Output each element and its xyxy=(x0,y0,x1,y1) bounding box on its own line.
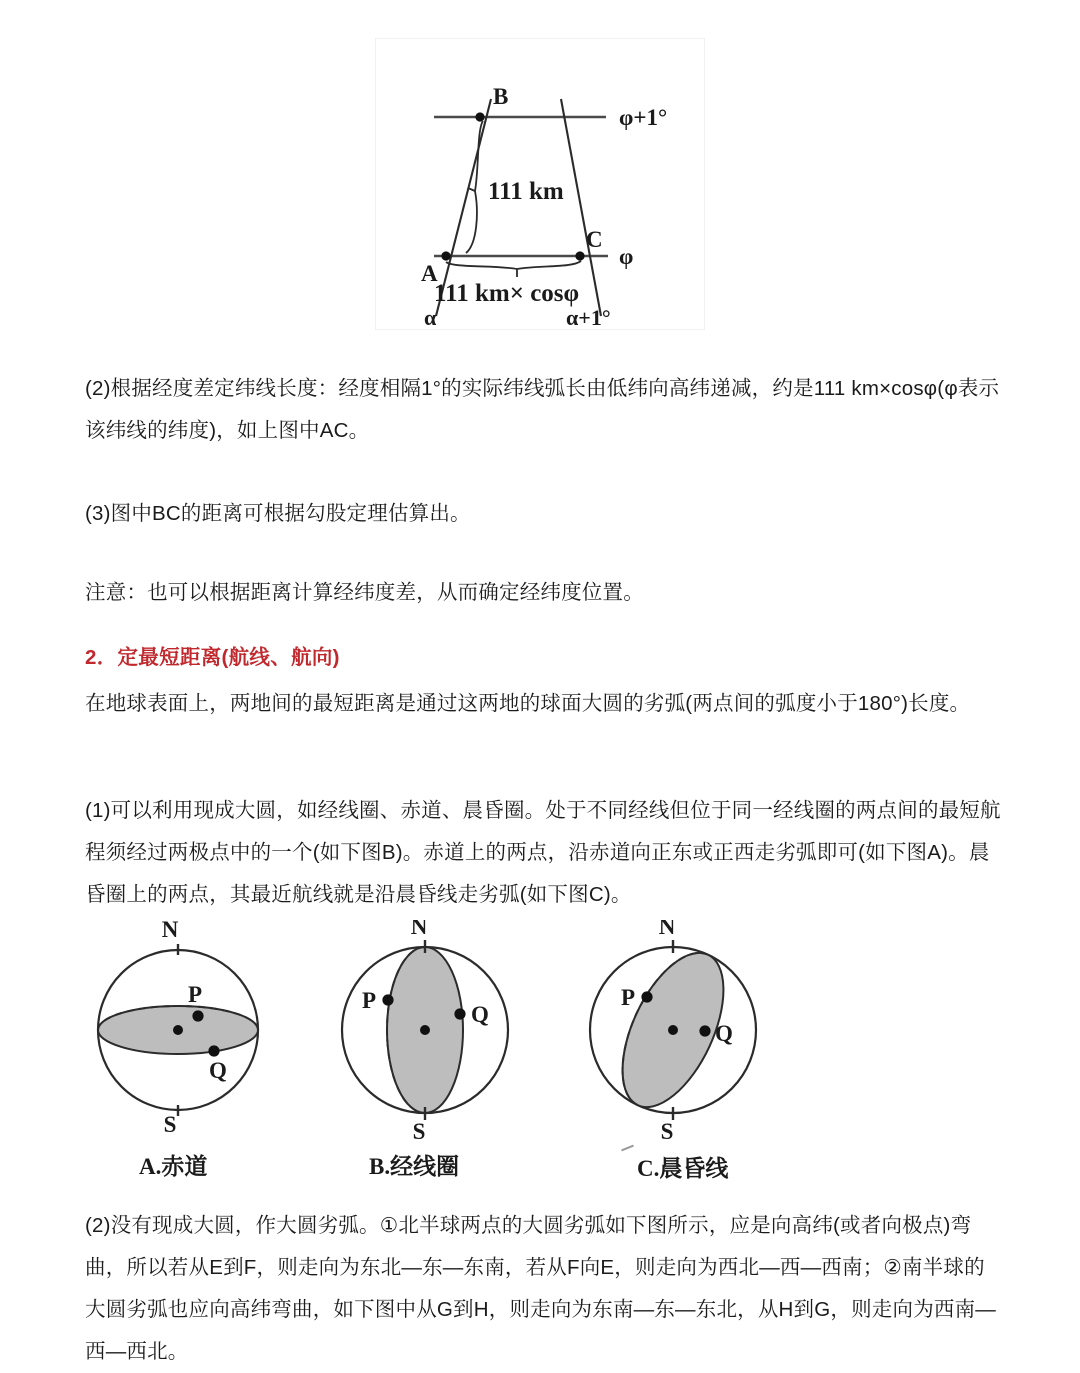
sphere-a-center-dot xyxy=(173,1025,183,1035)
section-heading-2: 2．定最短距离(航线、航向) xyxy=(85,646,340,669)
paragraph-2-latitude-length: (2)根据经度差定纬线长度：经度相隔1°的实际纬线弧长由低纬向高纬递减，约是111 km×cosφ(φ表示该纬线的纬度)，如上图中AC。 xyxy=(85,377,1000,442)
paragraph-3-bc-distance: (3)图中BC的距离可根据勾股定理估算出。 xyxy=(85,502,471,525)
sphere-c-point-q-dot xyxy=(699,1025,710,1036)
sphere-a-point-q-dot xyxy=(208,1045,219,1056)
paragraph-shortest-distance-intro: 在地球表面上，两地间的最短距离是通过这两地的球面大圆的劣弧(两点间的弧度小于180°)长度。 xyxy=(85,692,971,715)
sphere-caption-a: A.赤道 xyxy=(139,1154,208,1179)
label-longitude-right: α+1° xyxy=(566,305,611,329)
sphere-b-label-q: Q xyxy=(471,1002,489,1027)
label-point-b: B xyxy=(493,84,509,109)
sphere-b-center-dot xyxy=(420,1025,430,1035)
sphere-c-terminator xyxy=(590,920,756,1144)
sphere-b-meridian xyxy=(342,920,508,1144)
sphere-caption-c: C.晨昏线 xyxy=(637,1156,729,1181)
sphere-a-equator xyxy=(98,920,258,1137)
paragraph-2-constructed-great-circle: (2)没有现成大圆，作大圆劣弧。①北半球两点的大圆劣弧如下图所示，应是向高纬(或者向极点)弯曲，所以若从E到F，则走向为东北—东—东南，若从F向E，则走向为西北—西—西南；②南半球的大圆劣弧也应向高纬弯曲，如下图中从G到H，则走向为东南—东—东北，从H到G，则走向为西南—西—西北。 xyxy=(85,1214,996,1363)
sphere-c-label-n: N xyxy=(658,920,676,939)
vertex-b-dot xyxy=(475,112,484,121)
sphere-b-point-q-dot xyxy=(454,1008,465,1019)
sphere-c-point-p-dot xyxy=(641,991,652,1002)
paragraph-1-existing-great-circles: (1)可以利用现成大圆，如经线圈、赤道、晨昏圈。处于不同经线但位于同一经线圈的两点间的最短航程须经过两极点中的一个(如下图B)。赤道上的两点，沿赤道向正东或正西走劣弧即可(如下图A)。晨昏圈上的两点，其最近航线就是沿晨昏线走劣弧(如下图C)。 xyxy=(85,799,1001,906)
sphere-c-center-dot xyxy=(668,1025,678,1035)
vertex-c-dot xyxy=(575,251,584,260)
label-vertical-distance: 111 km xyxy=(488,178,564,205)
label-horizontal-distance: 111 km× cosφ xyxy=(434,280,580,307)
sphere-b-label-s: S xyxy=(412,1119,426,1144)
sphere-b-point-p-dot xyxy=(382,994,393,1005)
figure-three-great-circles xyxy=(85,920,915,1182)
paragraph-note: 注意：也可以根据距离计算经纬度差，从而确定经纬度位置。 xyxy=(85,581,644,604)
spheres-svg xyxy=(85,920,915,1182)
sphere-b-label-p: P xyxy=(362,988,377,1013)
label-latitude-top: φ+1° xyxy=(619,105,668,130)
label-latitude-bottom: φ xyxy=(619,244,634,269)
sphere-a-label-p: P xyxy=(188,982,203,1007)
sphere-c-label-p: P xyxy=(621,985,636,1010)
sphere-b-label-n: N xyxy=(410,920,428,939)
sphere-c-label-q: Q xyxy=(715,1021,733,1046)
sphere-c-label-s: S xyxy=(660,1119,674,1144)
sphere-a-label-q: Q xyxy=(209,1058,227,1083)
vertex-a-dot xyxy=(441,251,450,260)
trapezoid-svg xyxy=(376,39,704,329)
figure-latlon-trapezoid xyxy=(375,38,705,330)
label-point-a: A xyxy=(421,261,438,286)
brace-horizontal xyxy=(446,261,581,269)
sphere-a-point-p-dot xyxy=(192,1010,203,1021)
label-point-c: C xyxy=(586,227,603,252)
sphere-a-label-n: N xyxy=(161,920,179,942)
label-longitude-left: α xyxy=(424,305,437,329)
sphere-caption-b: B.经线圈 xyxy=(369,1154,460,1179)
sphere-a-label-s: S xyxy=(163,1112,177,1137)
